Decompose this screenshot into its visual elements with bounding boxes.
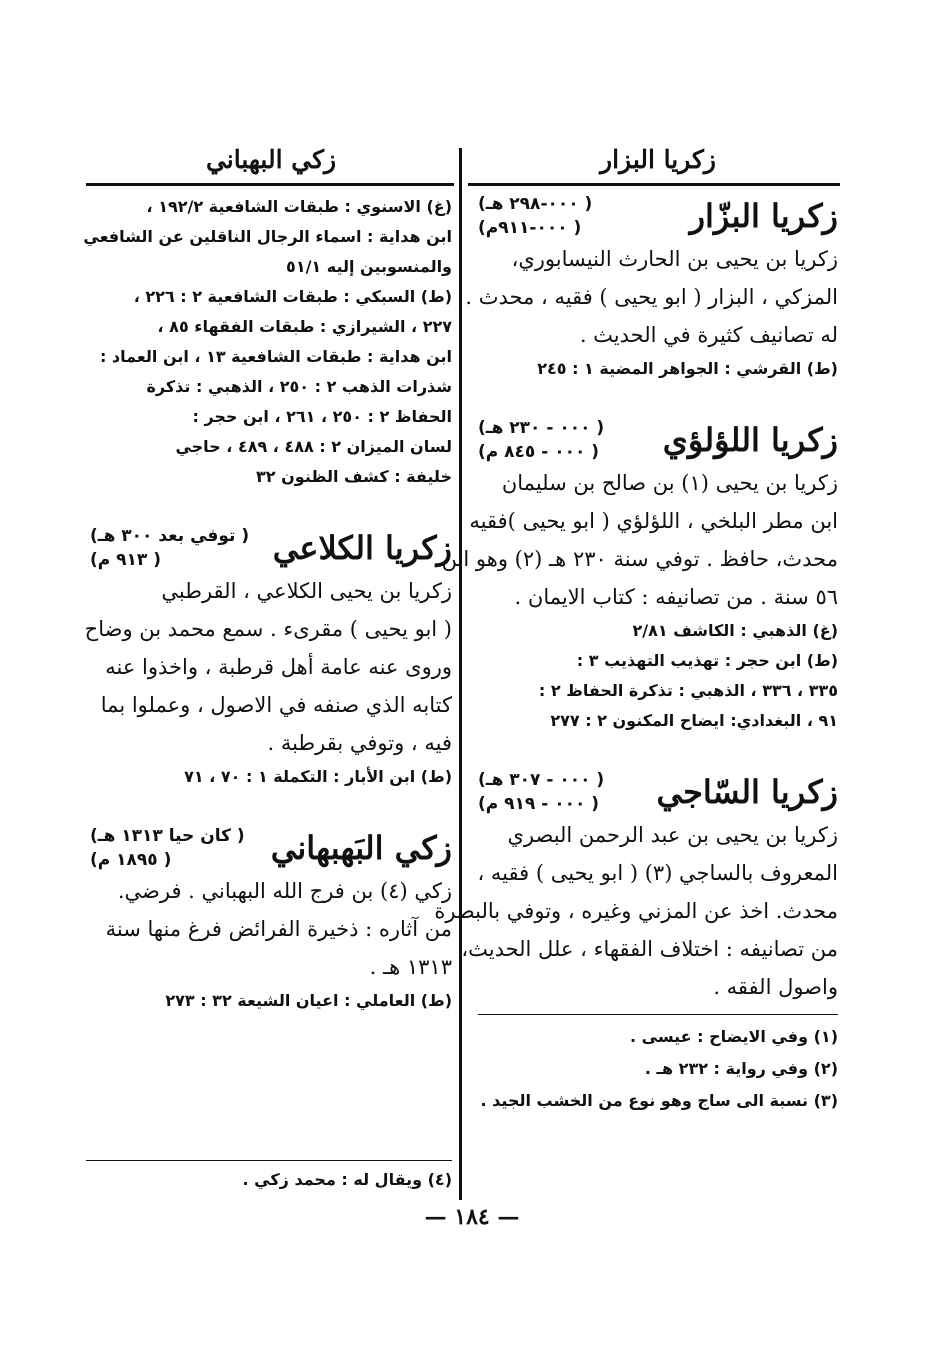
reference-line: (ط) ابن الأبار : التكملة ١ : ٧٠ ، ٧١ (184, 767, 452, 786)
reference-line: (ط) القرشي : الجواهر المضية ١ : ٢٤٥ (537, 359, 838, 378)
entry-text-line: له تصانيف كثيرة في الحديث . (579, 323, 838, 347)
entry-text-line: كتابه الذي صنفه في الاصول ، وعملوا بما (100, 693, 452, 717)
entry-title: زكي البَهبهاني (270, 829, 452, 867)
reference-line: (ط) السبكي : طبقات الشافعية ٢ : ٢٢٦ ، (133, 287, 452, 306)
entry-zakariya-bazzar (465, 192, 838, 384)
entry-zakariya-kalai (84, 524, 452, 792)
entry-dates: ( كان حيا ١٣١٣ هـ) ( ١٨٩٥ م) (90, 826, 245, 870)
entry-text-line: محدث، حافظ . توفي سنة ٢٣٠ هـ (٢) وهو ابن (441, 547, 838, 571)
footnotes-left (90, 1164, 452, 1196)
reference-line: الحفاظ ٢ : ٢٥٠ ، ٢٦١ ، ابن حجر : (192, 407, 452, 426)
entry-text-line: ( ابو يحيى ) مقرىء . سمع محمد بن وضاح (84, 617, 452, 641)
continued-references (83, 192, 452, 492)
left-column (83, 140, 452, 1016)
reference-line: خليفة : كشف الظنون ٣٢ (256, 467, 452, 486)
entry-text-line: زكريا بن يحيى الكلاعي ، القرطبي (161, 579, 452, 603)
entry-dates: ( توفي بعد ٣٠٠ هـ) ( ٩١٣ م) (90, 526, 250, 570)
entry-title: زكريا الكلاعي (272, 529, 452, 567)
entry-text-line: ١٣١٣ هـ . (369, 955, 452, 979)
footnotes-right (478, 1021, 838, 1117)
entry-dates: ( ٠٠٠-٢٩٨ هـ) ( ٠٠٠-٩١١م) (478, 194, 593, 238)
reference-line: ابن هداية : اسماء الرجال الناقلين عن الشافعي (83, 227, 452, 246)
entry-text-line: ابن مطر البلخي ، اللؤلؤي ( ابو يحيى )فقيه (469, 509, 838, 533)
entry-text-line: فيه ، وتوفي بقرطبة . (267, 731, 452, 755)
entry-text-line: زكريا بن يحيى (١) بن صالح بن سليمان (501, 471, 838, 495)
reference-line: ابن هداية : طبقات الشافعية ١٣ ، ابن العماد : (99, 347, 452, 366)
reference-line: والمنسوبين إليه ٥١/١ (286, 257, 452, 276)
reference-line: (ط) ابن حجر : تهذيب التهذيب ٣ : (576, 651, 838, 670)
reference-line: شذرات الذهب ٢ : ٢٥٠ ، الذهبي : تذكرة (146, 377, 452, 396)
reference-line: (غ) الاسنوي : طبقات الشافعية ١٩٢/٢ ، (146, 197, 452, 216)
entry-text-line: ٥٦ سنة . من تصانيفه : كتاب الايمان . (514, 585, 838, 609)
entry-text-line: من آثاره : ذخيرة الفرائض فرغ منها سنة (105, 917, 452, 941)
entry-text-line: من تصانيفه : اختلاف الفقهاء ، علل الحديث، (461, 937, 838, 961)
footnote-separator-left (86, 1160, 452, 1161)
footnote: (٤) ويقال له : محمد زكي . (242, 1170, 452, 1189)
footnote: (٣) نسبة الى ساج وهو نوع من الخشب الجيد . (480, 1091, 838, 1110)
entry-dates: ( ٠٠٠ - ٣٠٧ هـ) ( ٠٠٠ - ٩١٩ م) (478, 770, 605, 814)
page-number: — ١٨٤ — (424, 1204, 520, 1230)
running-header-left: زكي البهباني (205, 145, 337, 174)
entry-zakariya-lulu (441, 416, 838, 736)
entry-title: زكريا اللؤلؤي (662, 421, 838, 459)
entry-text-line: زكي (٤) بن فرج الله البهباني . فرضي. (117, 879, 452, 903)
entry-text-line: زكريا بن يحيى بن عبد الرحمن البصري (507, 823, 838, 847)
entry-text-line: المزكي ، البزار ( ابو يحيى ) فقيه ، محدث . (465, 285, 838, 309)
footnote: (١) وفي الايضاح : عيسى . (630, 1027, 838, 1046)
entry-title: زكريا السّاجي (656, 773, 838, 811)
reference-line: لسان الميزان ٢ : ٤٨٨ ، ٤٨٩ ، حاجي (175, 437, 452, 456)
entry-zakariya-saji (434, 768, 838, 1006)
entry-text-line: واصول الفقه . (713, 975, 838, 999)
footnote-separator (478, 1014, 838, 1015)
entry-dates: ( ٠٠٠ - ٢٣٠ هـ) ( ٠٠٠ - ٨٤٥ م) (478, 418, 605, 462)
entry-text-line: زكريا بن يحيى بن الحارث النيسابوري، (511, 247, 838, 271)
reference-line: ٩١ ، البغدادي: ايضاح المكنون ٢ : ٢٧٧ (550, 711, 838, 730)
footnote: (٢) وفي رواية : ٢٣٢ هـ . (644, 1059, 838, 1078)
entry-text-line: المعروف بالساجي (٣) ( ابو يحيى ) فقيه ، (477, 861, 838, 885)
reference-line: (غ) الذهبي : الكاشف ٢/٨١ (632, 621, 838, 640)
reference-line: ٣٣٥ ، ٣٣٦ ، الذهبي : تذكرة الحفاظ ٢ : (538, 681, 838, 700)
entry-text-line: وروى عنه عامة أهل قرطبة ، واخذوا عنه (105, 655, 452, 679)
right-column (434, 140, 838, 1117)
column-divider (459, 148, 462, 1200)
reference-line: (ط) العاملي : اعيان الشيعة ٣٢ : ٢٧٣ (165, 991, 452, 1010)
entry-title: زكريا البزّار (689, 197, 838, 235)
reference-line: ٢٢٧ ، الشيرازي : طبقات الفقهاء ٨٥ ، (157, 317, 452, 336)
entry-zaki-bahbahani (90, 824, 452, 1016)
entry-text-line: محدث. اخذ عن المزني وغيره ، وتوفي بالبصرة (434, 899, 838, 923)
running-header-right: زكريا البزار (600, 145, 716, 174)
